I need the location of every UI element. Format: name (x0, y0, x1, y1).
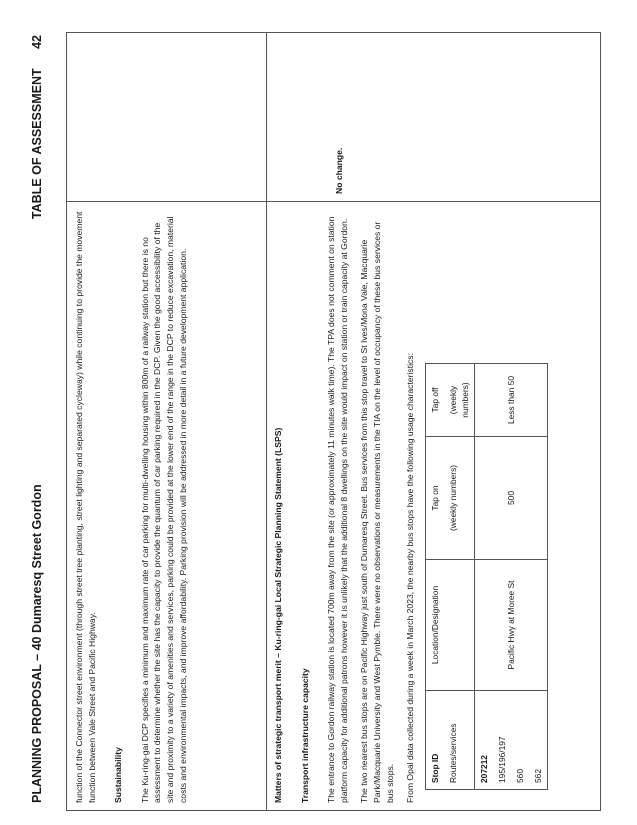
table-row (474, 364, 547, 790)
header-cell (425, 364, 474, 437)
tap-on-cell: 500 (474, 437, 547, 560)
header-cell (425, 691, 474, 790)
location-header: Location/Designation (425, 560, 474, 691)
routes-header: Routes/services (447, 723, 458, 783)
paragraph: The entrance to Gordon railway station is located 700m away from the site (or approximately 11 minutes walk time). The TPA does not comment on station platform capacity for additional patrons however it is unlikely that the additional 8 dwellings on the site would impact on station or train capacity at Gordon. (326, 216, 349, 803)
sustainability-heading: Sustainability (113, 747, 124, 803)
sustainability-text: The Ku-ring-gai DCP specifies a minimum and maximum rate of car parking for multi-dwelling housing within 800m of a railway station but there is no assessment to determine whether the site has the capacity to provide the quantum of car parking required in the DCP. Given the good accessibility of the site and proximity to a variety of amenities and services, parking could be provided at the lower end of the range in the DCP to reduce excavation, material costs and environmental impacts, and improve affordability. Parking provision will be addressed in more detail in a future development application. (139, 216, 188, 803)
side-cell (67, 33, 278, 201)
header-cell (425, 437, 474, 560)
table-header-row (425, 364, 474, 790)
tap-off-cell: Less than 50 (474, 364, 547, 437)
assessment-table (66, 32, 601, 811)
paragraph: The two nearest bus stops are on Pacific Highway just south of Dumaresq Street. Bus services from this stop travel to St Ives/Mona Vale, Macquarie Park/Macquarie University and West Pymble. There were no observations or measurements in the TIA on the level of occupancy of these bus services or bus stops. (359, 221, 395, 803)
stop-id: 207212 (478, 755, 489, 783)
main-cell (67, 201, 266, 810)
intro-text: function of the Connector street environment (through street tree planting, street lighting and separated cycleway) while continuing to provide the movement function between Vale Street and Pacific Highway. (74, 211, 97, 803)
document-title: PLANNING PROPOSAL – 40 Dumaresq Street Gordon (30, 484, 44, 803)
no-change-note: No change. (334, 147, 344, 194)
route: 195/196/197 (496, 736, 507, 783)
section-title: TABLE OF ASSESSMENT (30, 68, 44, 220)
opal-usage-table (425, 363, 548, 790)
main-cell (266, 201, 600, 810)
subheading: Transport infrastructure capacity (299, 668, 310, 803)
route: 560 (514, 769, 525, 783)
tap-off-unit: (weekly numbers) (447, 382, 470, 418)
page-header (24, 35, 52, 803)
stop-cell (474, 691, 547, 790)
side-cell (266, 33, 612, 201)
table-row (266, 33, 600, 810)
stop-id-header: Stop ID (429, 753, 440, 783)
location-cell: Pacific Hwy at Moree St (474, 560, 547, 691)
tap-on-unit: (weekly numbers) (447, 464, 458, 532)
tap-off-header: Tap off (429, 387, 440, 413)
page-number: 42 (30, 35, 44, 49)
tap-on-header: Tap on (429, 485, 440, 511)
paragraph: From Opal data collected during a week in March 2023, the nearby bus stops have the following usage characteristics: (405, 353, 416, 803)
section-heading: Matters of strategic transport merit – Ku-ring-gai Local Strategic Planning Statement (LSPS) (273, 427, 283, 803)
route: 562 (532, 769, 543, 783)
header-right (30, 35, 44, 219)
table-row (67, 33, 267, 810)
